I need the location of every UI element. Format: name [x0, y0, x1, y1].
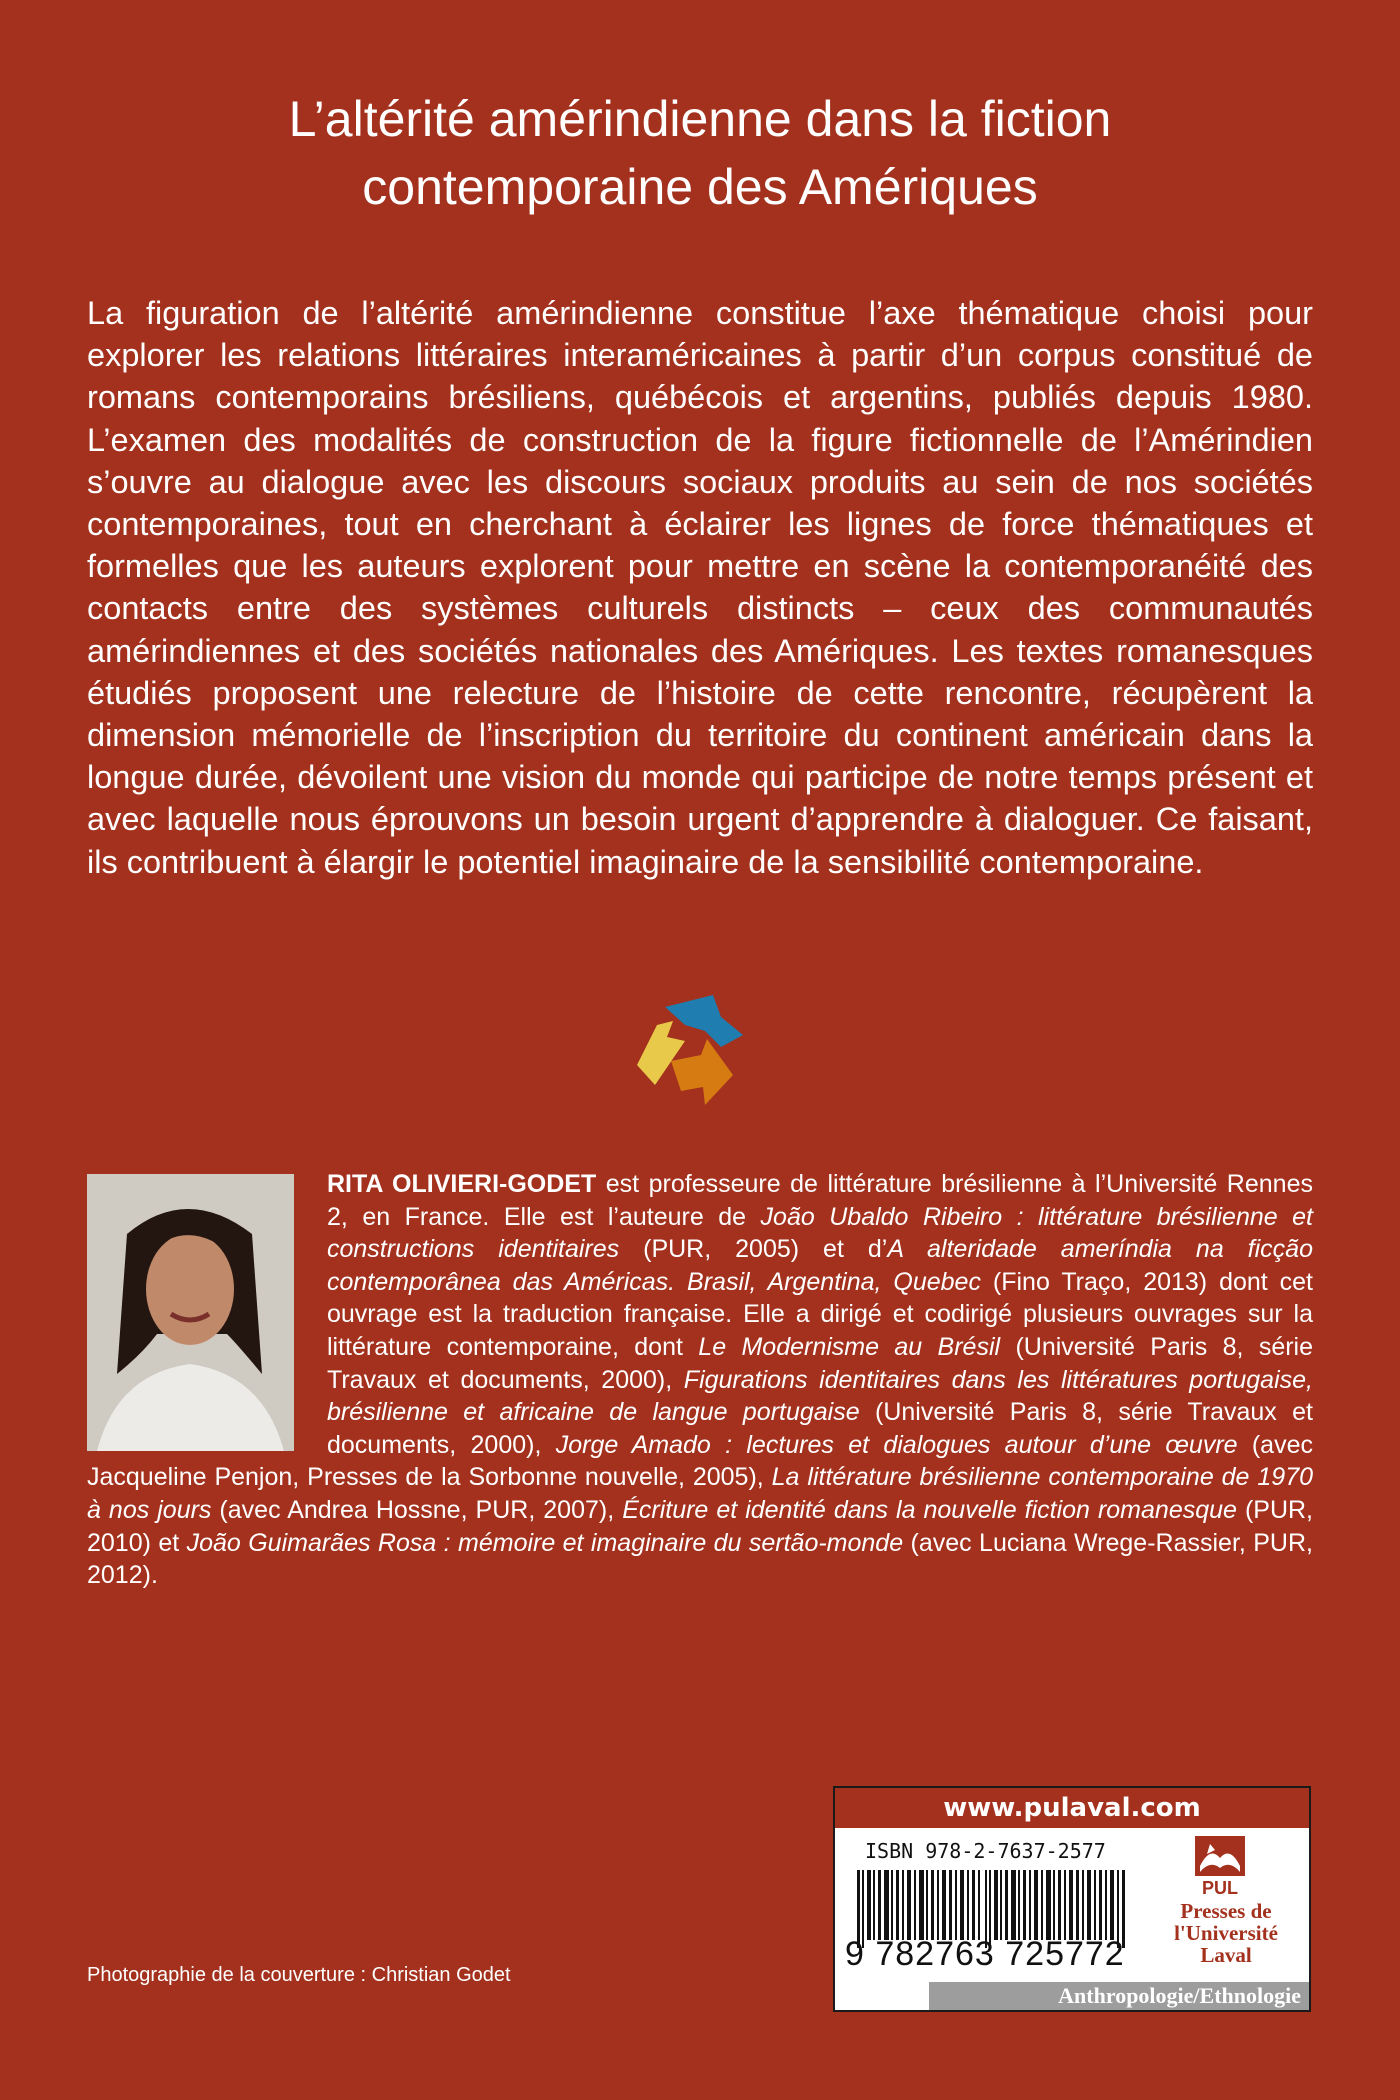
work-title: João Guimarães Rosa : mémoire et imaginaire du sertão-monde	[186, 1528, 904, 1557]
bio-text: (avec Jacqueline Penjon, Presses de la Sorbonne nouvelle, 2005),	[87, 1430, 1313, 1492]
bio-text: (PUR, 2005) et d’	[619, 1235, 888, 1264]
publisher-name	[1145, 1900, 1307, 1966]
author-name: RITA OLIVIERI-GODET	[327, 1170, 597, 1198]
photo-credit: Photographie de la couverture : Christian Godet	[87, 1964, 511, 1986]
book-title-line2: contemporaine des Amériques	[362, 159, 1038, 215]
publisher-line3: Laval	[1200, 1943, 1252, 1967]
barcode-digits: 9 782763 725772	[845, 1935, 1125, 1973]
category-label: Anthropologie/Ethnologie	[929, 1982, 1309, 2010]
bio-text: est professeure de littérature brésilienne à l’Université Rennes 2, en France. Elle est l’auteure de	[327, 1170, 1313, 1231]
bio-text: (avec Andrea Hossne, PUR, 2007),	[211, 1495, 623, 1524]
publisher-box	[833, 1786, 1311, 2012]
book-title-line1: L’altérité amérindienne dans la fiction	[288, 91, 1112, 147]
isbn-number: ISBN 978-2-7637-2577	[865, 1839, 1106, 1863]
work-title: João Ubaldo Ribeiro : littérature brésilienne et constructions identitaires	[327, 1202, 1313, 1264]
work-title: Figurations identitaires dans les littératures portugaise, brésilienne et africaine de langue portugaise	[327, 1365, 1313, 1427]
photo-spacer	[87, 1168, 327, 1453]
work-title: La littérature brésilienne contemporaine de 1970 à nos jours	[87, 1463, 1313, 1524]
work-title: A alteridade ameríndia na ficção contemporânea das Américas. Brasil, Argentina, Quebec	[327, 1235, 1313, 1296]
bio-text: (Fino Traço, 2013) dont cet ouvrage est la traduction française. Elle a dirigé et codirigé plusieurs ouvrages sur la littérature contemporaine, dont	[327, 1267, 1314, 1361]
bio-text: (Université Paris 8, série Travaux et documents, 2000),	[327, 1398, 1313, 1459]
pul-logo-text: PUL	[1202, 1878, 1238, 1898]
publisher-website[interactable]: www.pulaval.com	[835, 1788, 1309, 1828]
work-title: Écriture et identité dans la nouvelle fiction romanesque	[622, 1495, 1237, 1524]
bio-text: (avec Luciana Wrege-Rassier, PUR, 2012).	[87, 1528, 1313, 1590]
work-title: Jorge Amado : lectures et dialogues autour d’une œuvre	[555, 1430, 1238, 1459]
publisher-line1: Presses de	[1180, 1899, 1272, 1923]
bio-text: (PUR, 2010) et	[87, 1495, 1314, 1557]
bio-text: (Université Paris 8, série Travaux et documents, 2000),	[327, 1332, 1314, 1394]
publisher-line2: l'Université	[1174, 1921, 1278, 1945]
arrows-logo-icon	[625, 995, 775, 1135]
author-bio	[87, 1168, 1313, 1592]
book-summary: La figuration de l’altérité amérindienne constitue l’axe thématique choisi pour explorer les relations littéraires interaméricaines à partir d’un corpus constitué de romans contemporains brésiliens, québécois et argentins, publiés depuis 1980. L’examen des modalités de construction de la figure fictionnelle de l’Amérindien s’ouvre au dialogue avec les discours sociaux produits au sein de nos sociétés contemporaines, tout en cherchant à éclairer les lignes de force thématiques et formelles que les auteurs explorent pour mettre en scène la contemporanéité des contacts entre des systèmes culturels distincts – ceux des communautés amérindiennes et des sociétés nationales des Amériques. Les textes romanesques étudiés proposent une relecture de l’histoire de cette rencontre, récupèrent la dimension mémorielle de l’inscription du territoire du continent américain dans la longue durée, dévoilent une vision du monde qui participe de notre temps présent et avec laquelle nous éprouvons un besoin urgent d’apprendre à dialoguer. Ce faisant, ils contribuent à élargir le potentiel imaginaire de la sensibilité contemporaine.	[87, 295, 1313, 880]
pul-book-logo-icon	[1185, 1836, 1255, 1898]
logo-orange-arrow	[671, 1039, 733, 1105]
work-title: Le Modernisme au Brésil	[698, 1332, 1001, 1361]
book-title	[0, 85, 1400, 221]
